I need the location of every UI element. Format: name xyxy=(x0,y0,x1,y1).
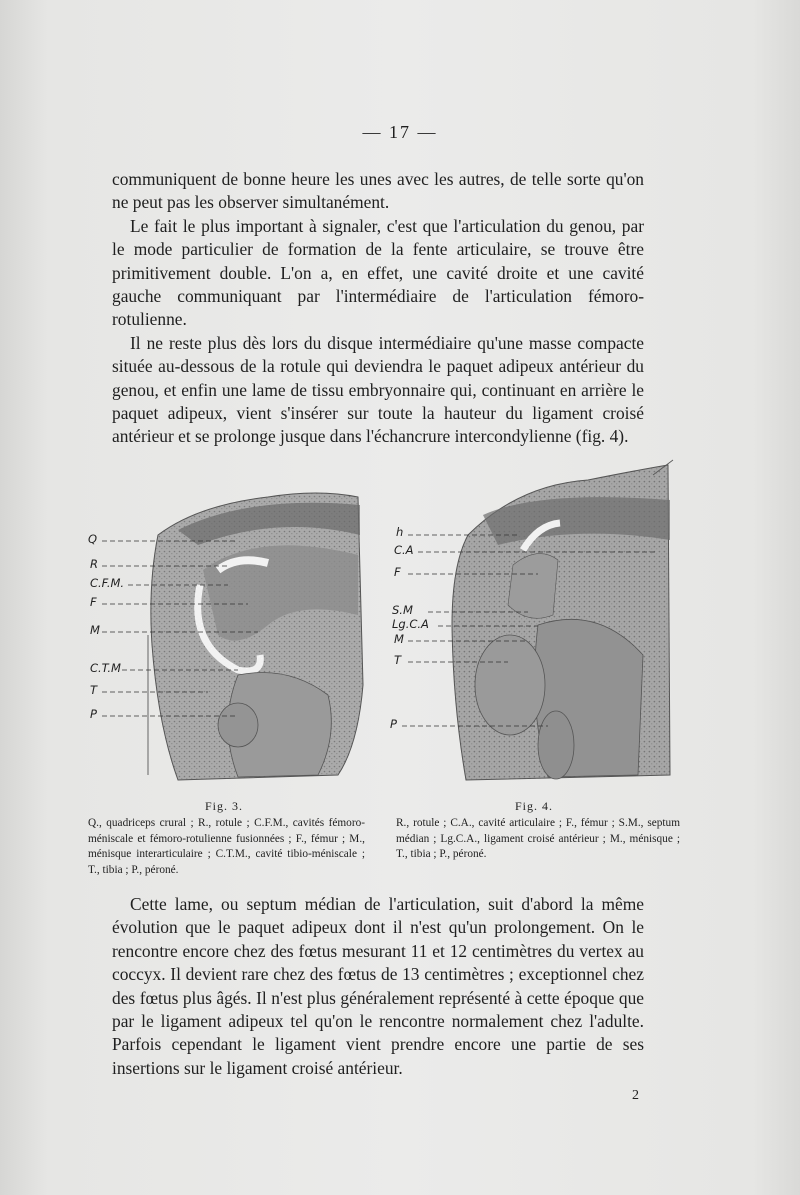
figure-label: Q xyxy=(88,532,98,546)
figure-label: M xyxy=(394,632,404,646)
paragraph: communiquent de bonne heure les unes avec les autres, de telle sorte qu'on ne peut pas les observer simultanément. xyxy=(112,169,644,213)
figure-4-caption: R., rotule ; C.A., cavité articulaire ; F., fémur ; S.M., septum médian ; Lg.C.A., ligament croisé antérieur ; M., ménisque ; T., tibia ; P., péroné. xyxy=(396,817,680,861)
figure-3-drawing xyxy=(88,475,388,795)
figure-label: R xyxy=(90,557,98,571)
figure-3-title: Fig. 3. xyxy=(205,799,244,813)
figure-label: S.M xyxy=(392,603,413,617)
figure-label: P xyxy=(390,717,397,731)
page-number: — 17 — xyxy=(362,122,438,142)
figure-3-caption: Q., quadriceps crural ; R., rotule ; C.F.M., cavités fémoro-méniscale et fémoro-rotulienne fusionnées ; F., fémur ; M., ménisque interarticulaire ; C.T.M., cavité tibio-méniscale ; T., tibia ; P., péroné. xyxy=(88,817,365,876)
figure-label: T xyxy=(90,683,98,697)
figure-label: C.T.M xyxy=(90,661,121,675)
figure-4-drawing xyxy=(388,455,680,795)
figure-4-knee-section xyxy=(388,455,680,795)
figure-3-knee-section xyxy=(88,475,388,795)
text-block-bottom xyxy=(112,893,644,1080)
figure-label: C.F.M. xyxy=(90,576,125,590)
figure-label: M xyxy=(90,623,100,637)
paragraph: Il ne reste plus dès lors du disque intermédiaire qu'une masse compacte située au-dessous de la rotule qui deviendra le paquet adipeux antérieur du genou, et enfin une lame de tissu embryonnaire qui, continuant en arrière le paquet adipeux, vient s'insérer sur toute la hauteur du ligament croisé antérieur et se prolonge jusque dans l'échancrure intercondylienne (fig. 4). xyxy=(112,332,644,447)
figure-label: P xyxy=(90,707,97,721)
paragraph: Cette lame, ou septum médian de l'articulation, suit d'abord la même évolution que le paquet adipeux dont il n'est qu'un prolongement. On le rencontre encore chez des fœtus mesurant 11 et 12 centimètres du vertex au coccyx. Il devient rare chez des fœtus de 13 centimètres ; exceptionnel chez des fœtus plus âgés. Il n'est plus généralement représenté à cette époque que par le ligament adipeux tel qu'on le rencontre normalement chez l'adulte. Parfois cependant le ligament vient prendre encore une partie de ses insertions sur le ligament croisé antérieur. xyxy=(112,894,644,1078)
figure-label: F xyxy=(90,595,97,609)
signature-mark: 2 xyxy=(632,1088,639,1103)
figure-4-title: Fig. 4. xyxy=(515,799,554,813)
figure-label: Lg.C.A xyxy=(392,617,429,631)
paragraph: Le fait le plus important à signaler, c'est que l'articulation du genou, par le mode particulier de formation de la fente articulaire, se trouve être primitivement double. L'on a, en effet, une cavité droite et une cavité gauche communiquant par l'intermédiaire de l'articulation fémoro-rotulienne. xyxy=(112,215,644,330)
figure-label: C.A xyxy=(394,543,414,557)
figure-label: F xyxy=(394,565,401,579)
text-block-top xyxy=(112,168,644,449)
figure-label: T xyxy=(394,653,402,667)
figure-label: h xyxy=(396,525,404,539)
